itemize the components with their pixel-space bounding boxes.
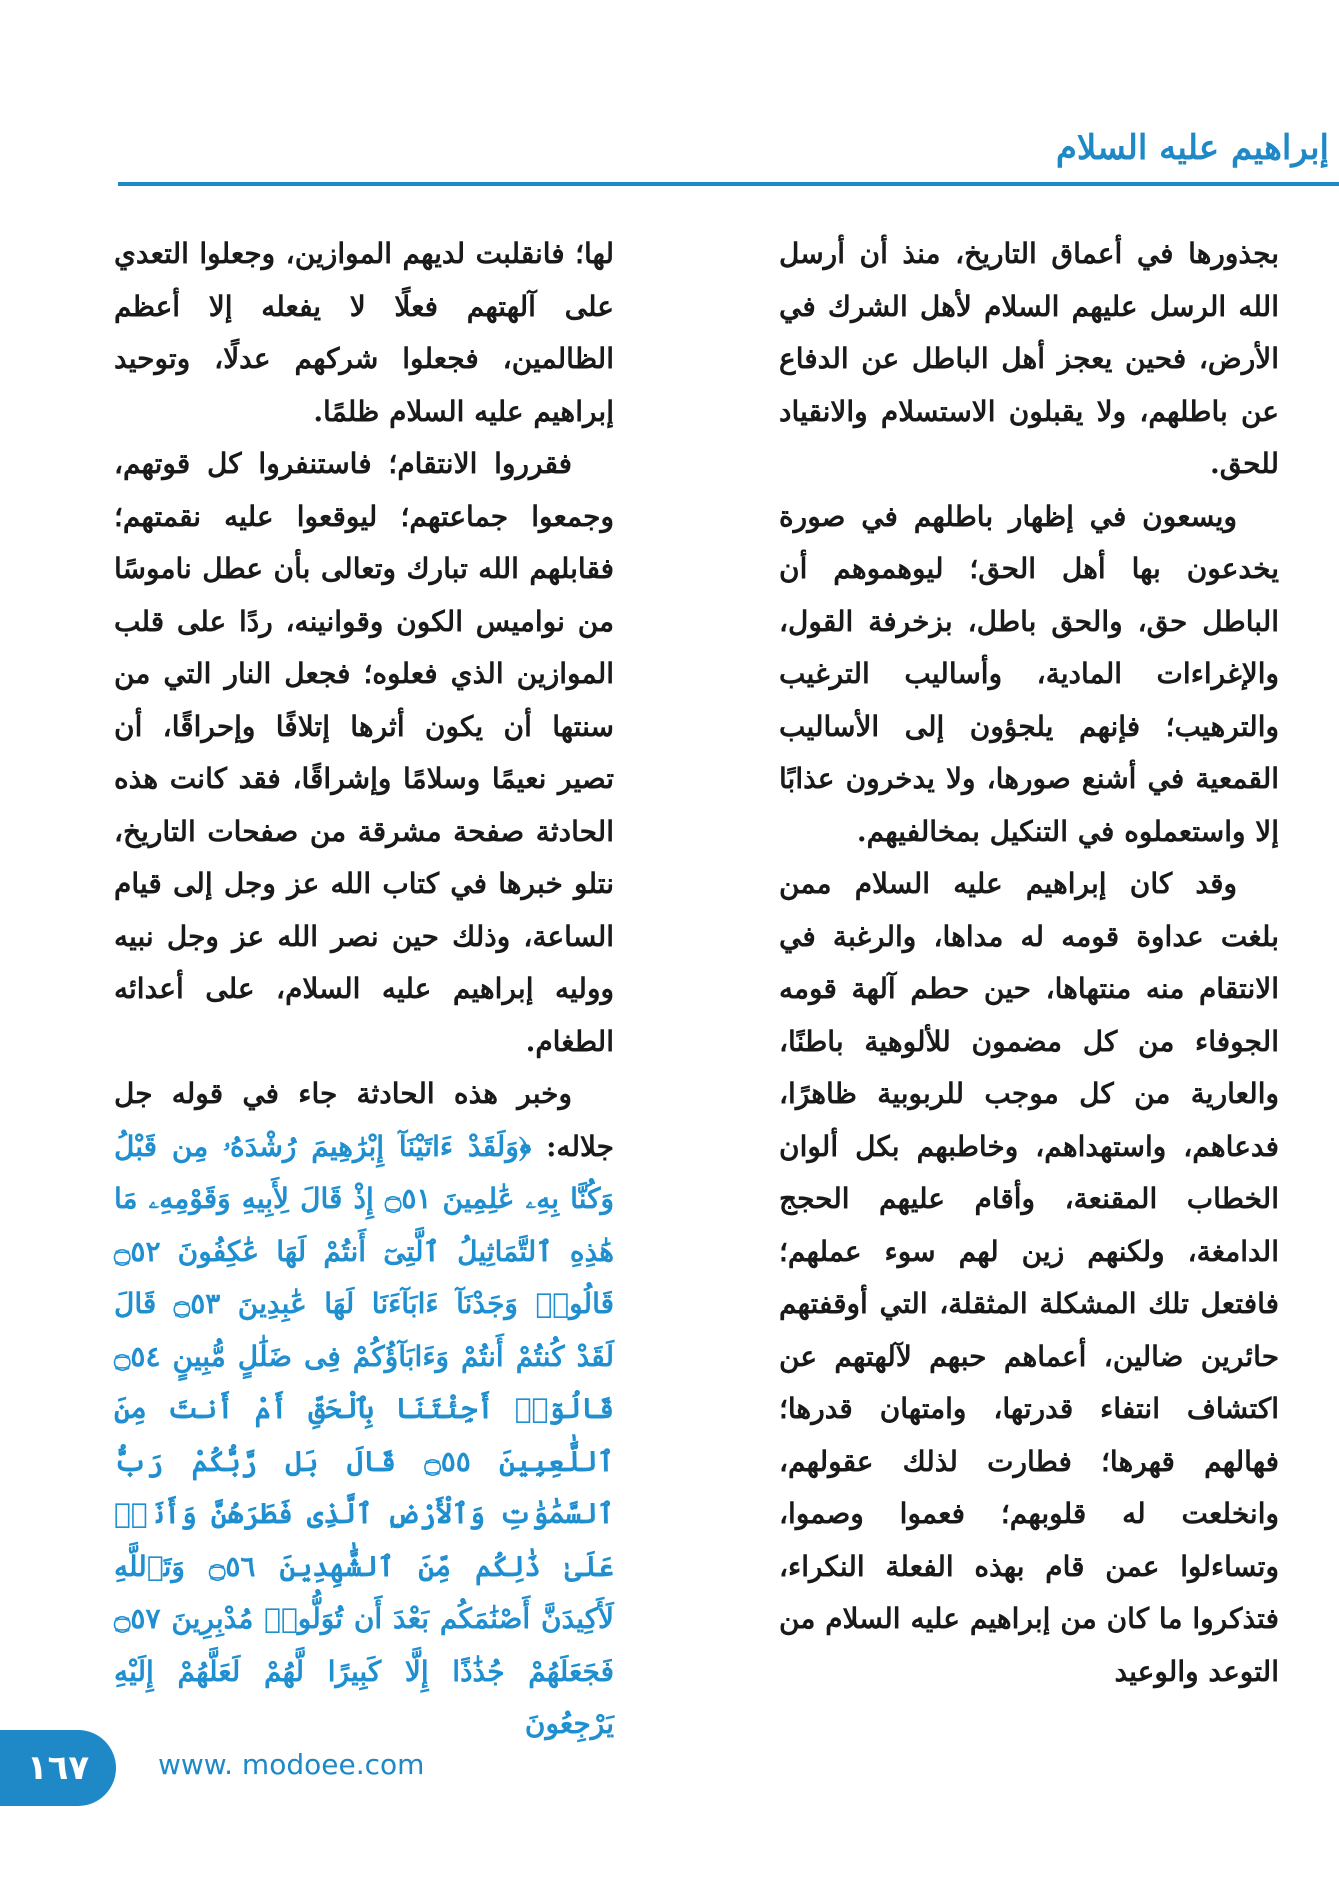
paragraph: وقد كان إبراهيم عليه السلام ممن بلغت عداوة قومه له مداها، والرغبة في الانتقام منه منتهاها، حين حطم آلهة قومه الجوفاء من كل مضمون للألوهية باطنًا، والعارية من كل موجب للربوبية ظاهرًا، فدعاهم، واستهداهم، وخاطبهم بكل ألوان الخطاب المقنعة، وأقام عليهم الحجج الدامغة، ولكنهم زين لهم سوء عملهم؛ فافتعل تلك المشكلة المثقلة، التي أوقفتهم حائرين ضالين، أعماهم حبهم لآلهتهم عن اكتشاف انتفاء قدرتها، وامتهان قدرها؛ فهالهم قهرها؛ فطارت لذلك عقولهم، وانخلعت له قلوبهم؛ فعموا وصموا، وتساءلوا عمن قام بهذه الفعلة النكراء، فتذكروا ما كان من إبراهيم عليه السلام من التوعد والوعيد — [779, 867, 1279, 1688]
right-column — [779, 228, 1279, 1698]
quran-verses: ﴿وَلَقَدْ ءَاتَيْنَآ إِبْرَٰهِيمَ رُشْدَهُۥ مِن قَبْلُ وَكُنَّا بِهِۦ عَٰلِمِينَ ۝٥١ إِذْ قَالَ لِأَبِيهِ وَقَوْمِهِۦ مَا هَٰذِهِ ٱلتَّمَاثِيلُ ٱلَّتِىٓ أَنتُمْ لَهَا عَٰكِفُونَ ۝٥٢ قَالُوا۟ وَجَدْنَآ ءَابَآءَنَا لَهَا عَٰبِدِينَ ۝٥٣ قَالَ لَقَدْ كُنتُمْ أَنتُمْ وَءَابَآؤُكُمْ فِى ضَلَٰلٍ مُّبِينٍ ۝٥٤ قَالُوٓا۟ أَجِئْتَنَا بِٱلْحَقِّ أَمْ أَنتَ مِنَ ٱللَّٰعِبِينَ ۝٥٥ قَالَ بَل رَّبُّكُمْ رَبُّ ٱلسَّمَٰوَٰتِ وَٱلْأَرْضِ ٱلَّذِى فَطَرَهُنَّ وَأَنَا۠ عَلَىٰ ذَٰلِكُم مِّنَ ٱلشَّٰهِدِينَ ۝٥٦ وَتَٱللَّهِ لَأَكِيدَنَّ أَصْنَٰمَكُم بَعْدَ أَن تُوَلُّوا۟ مُدْبِرِينَ ۝٥٧ فَجَعَلَهُمْ جُذَٰذًا إِلَّا كَبِيرًا لَّهُمْ لَعَلَّهُمْ إِلَيْهِ يَرْجِعُونَ — [114, 1129, 614, 1740]
quran-intro: وخبر هذه الحادثة جاء في قوله جل جلاله: — [114, 1077, 614, 1163]
quran-paragraph — [114, 1068, 614, 1751]
paragraph: فقرروا الانتقام؛ فاستنفروا كل قوتهم، وجمعوا جماعتهم؛ ليوقعوا عليه نقمتهم؛ فقابلهم الله تبارك وتعالى بأن عطل ناموسًا من نواميس الكون وقوانينه، ردًا على قلب الموازين الذي فعلوه؛ فجعل النار التي من سنتها أن يكون أثرها إتلافًا وإحراقًا، أن تصير نعيمًا وسلامًا وإشراقًا، فقد كانت هذه الحادثة صفحة مشرقة من صفحات التاريخ، نتلو خبرها في كتاب الله عز وجل إلى قيام الساعة، وذلك حين نصر الله عز وجل نبيه ووليه إبراهيم عليه السلام، على أعدائه الطغام. — [114, 447, 614, 1058]
page-number: ١٦٧ — [26, 1748, 90, 1788]
header-divider — [118, 182, 1339, 186]
website-url[interactable]: www. modoee.com — [158, 1748, 425, 1781]
paragraph: ويسعون في إظهار باطلهم في صورة يخدعون بها أهل الحق؛ ليوهموهم أن الباطل حق، والحق باطل، بزخرفة القول، والإغراءات المادية، وأساليب الترغيب والترهيب؛ فإنهم يلجؤون إلى الأساليب القمعية في أشنع صورها، ولا يدخرون عذابًا إلا واستعملوه في التنكيل بمخالفيهم. — [779, 499, 1279, 848]
page-number-badge — [0, 1730, 116, 1806]
paragraph: لها؛ فانقلبت لديهم الموازين، وجعلوا التعدي على آلهتهم فعلًا لا يفعله إلا أعظم الظالمين، فجعلوا شركهم عدلًا، وتوحيد إبراهيم عليه السلام ظلمًا. — [114, 237, 614, 428]
left-column — [114, 228, 614, 1751]
running-header-title: إبراهيم عليه السلام — [1055, 128, 1329, 168]
paragraph: بجذورها في أعماق التاريخ، منذ أن أرسل الله الرسل عليهم السلام لأهل الشرك في الأرض، فحين يعجز أهل الباطل عن الدفاع عن باطلهم، ولا يقبلون الاستسلام والانقياد للحق. — [779, 237, 1279, 480]
